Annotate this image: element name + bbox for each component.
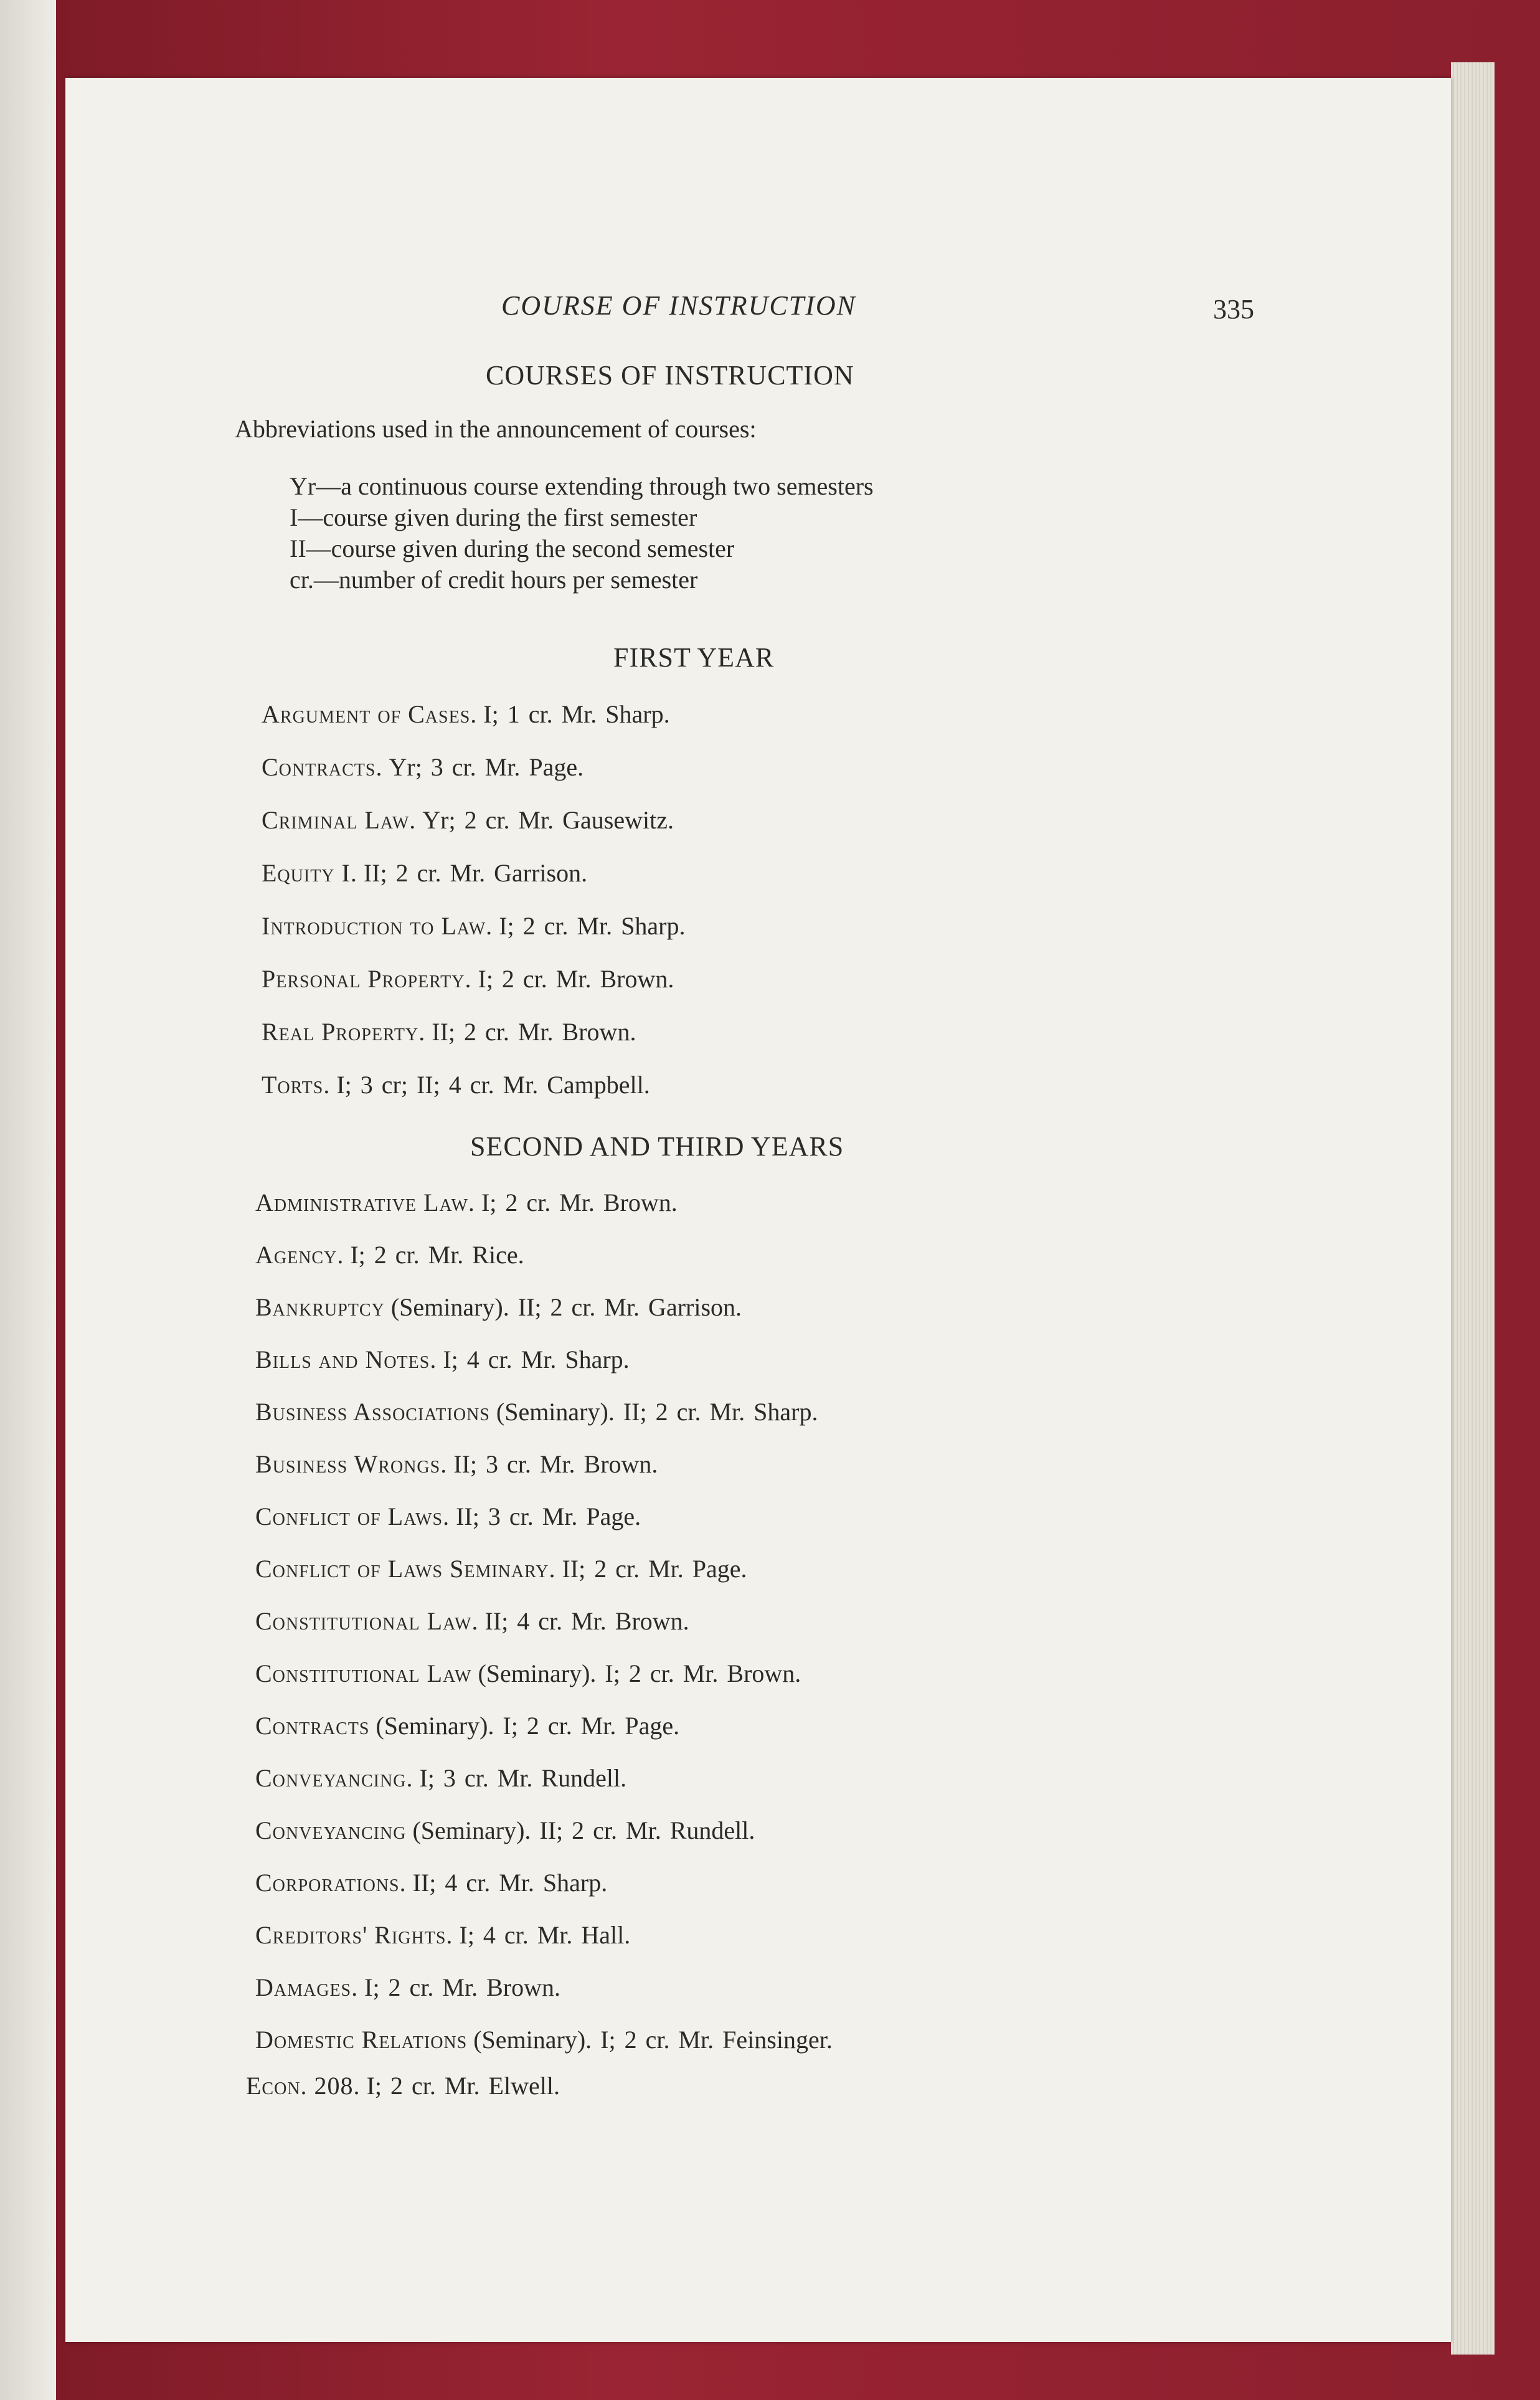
abbreviation-item: I—course given during the first semester [290, 503, 697, 531]
course-entry [255, 1816, 755, 1845]
course-details: II; 2 cr. Mr. Garrison. [363, 859, 588, 887]
course-entry [255, 1763, 626, 1793]
later-years-heading: SECOND AND THIRD YEARS [470, 1131, 844, 1162]
course-details: II; 2 cr. Mr. Page. [562, 1555, 747, 1583]
course-details: (Seminary). II; 2 cr. Mr. Rundell. [412, 1816, 755, 1844]
abbreviation-item: Yr—a continuous course extending through two semesters [290, 472, 874, 500]
course-details: (Seminary). I; 2 cr. Mr. Feinsinger. [473, 2026, 833, 2054]
course-details: I; 2 cr. Mr. Rice. [350, 1241, 524, 1269]
course-name: Bills and Notes. [255, 1345, 437, 1373]
main-title: COURSES OF INSTRUCTION [486, 360, 854, 391]
course-entry [255, 1397, 818, 1426]
course-name: Criminal Law. [262, 806, 417, 834]
first-year-heading: FIRST YEAR [613, 642, 775, 673]
course-name: Introduction to Law. [262, 912, 493, 940]
course-entry [255, 1606, 689, 1636]
running-head-title: COURSE OF INSTRUCTION [501, 290, 857, 321]
course-name: Agency. [255, 1241, 344, 1269]
course-entry [262, 858, 587, 888]
course-name: Corporations. [255, 1869, 407, 1897]
course-entry [255, 1711, 679, 1740]
course-details: II; 3 cr. Mr. Page. [456, 1502, 641, 1530]
course-name: Torts. [262, 1071, 331, 1099]
course-entry [262, 911, 686, 941]
abbreviation-item: cr.—number of credit hours per semester [290, 566, 698, 594]
course-name: Business Associations [255, 1398, 490, 1426]
course-entry [255, 1920, 630, 1950]
course-details: Yr; 3 cr. Mr. Page. [389, 753, 584, 781]
abbreviation-item: II—course given during the second semester [290, 534, 735, 562]
course-details: I; 1 cr. Mr. Sharp. [483, 700, 670, 728]
course-entry [255, 1502, 641, 1531]
course-name: Argument of Cases. [262, 700, 478, 728]
course-name: Contracts [255, 1712, 370, 1740]
course-entry [246, 2071, 560, 2100]
course-name: Business Wrongs. [255, 1450, 448, 1478]
course-name: Constitutional Law. [255, 1607, 479, 1635]
course-entry [255, 1240, 524, 1269]
course-details: I; 2 cr. Mr. Brown. [364, 1973, 560, 2001]
course-name: Bankruptcy [255, 1293, 385, 1321]
course-name: Conveyancing [255, 1816, 407, 1844]
course-entry [262, 964, 674, 994]
course-details: I; 2 cr. Mr. Sharp. [499, 912, 686, 940]
course-name: Personal Property. [262, 965, 472, 993]
course-name: Equity I. [262, 859, 357, 887]
course-entry [255, 1345, 630, 1374]
course-details: II; 4 cr. Mr. Brown. [484, 1607, 689, 1635]
course-entry [262, 700, 670, 729]
course-details: II; 3 cr. Mr. Brown. [453, 1450, 658, 1478]
course-entry [255, 1554, 747, 1583]
course-details: Yr; 2 cr. Mr. Gausewitz. [422, 806, 674, 834]
course-name: Conflict of Laws Seminary. [255, 1555, 556, 1583]
course-details: (Seminary). II; 2 cr. Mr. Sharp. [496, 1398, 818, 1426]
course-entry [262, 752, 583, 782]
course-details: II; 4 cr. Mr. Sharp. [412, 1869, 608, 1897]
course-name: Administrative Law. [255, 1188, 475, 1217]
course-entry [262, 805, 674, 835]
course-entry [255, 2025, 833, 2054]
course-details: I; 3 cr. Mr. Rundell. [419, 1764, 627, 1792]
course-name: Constitutional Law [255, 1659, 472, 1687]
course-details: (Seminary). I; 2 cr. Mr. Brown. [478, 1659, 801, 1687]
book-page [65, 78, 1451, 2342]
facing-page-edge [0, 0, 56, 2400]
course-name: Contracts. [262, 753, 383, 781]
course-details: (Seminary). II; 2 cr. Mr. Garrison. [390, 1293, 742, 1321]
course-details: I; 2 cr. Mr. Brown. [481, 1188, 678, 1217]
course-details: II; 2 cr. Mr. Brown. [432, 1018, 636, 1046]
course-entry [255, 1292, 742, 1322]
course-name: Real Property. [262, 1018, 426, 1046]
abbreviations-intro: Abbreviations used in the announcement of courses: [235, 415, 757, 443]
course-name: Conveyancing. [255, 1764, 413, 1792]
page-number: 335 [1213, 294, 1254, 325]
course-entry [255, 1973, 560, 2002]
course-entry [255, 1188, 678, 1217]
course-entry [262, 1070, 650, 1099]
course-entry [255, 1449, 658, 1479]
course-entry [255, 1659, 801, 1688]
course-details: I; 2 cr. Mr. Brown. [478, 965, 674, 993]
course-details: (Seminary). I; 2 cr. Mr. Page. [376, 1712, 680, 1740]
course-entry [262, 1017, 636, 1046]
course-name: Conflict of Laws. [255, 1502, 450, 1530]
course-name: Damages. [255, 1973, 359, 2001]
course-details: I; 3 cr; II; 4 cr. Mr. Campbell. [336, 1071, 650, 1099]
page-block-edges [1451, 62, 1495, 2355]
course-name: Domestic Relations [255, 2026, 468, 2054]
course-name: Creditors' Rights. [255, 1921, 453, 1949]
course-name: Econ. 208. [246, 2072, 361, 2100]
course-details: I; 4 cr. Mr. Sharp. [443, 1345, 630, 1373]
course-details: I; 2 cr. Mr. Elwell. [366, 2072, 560, 2100]
course-entry [255, 1868, 607, 1897]
course-details: I; 4 cr. Mr. Hall. [459, 1921, 631, 1949]
